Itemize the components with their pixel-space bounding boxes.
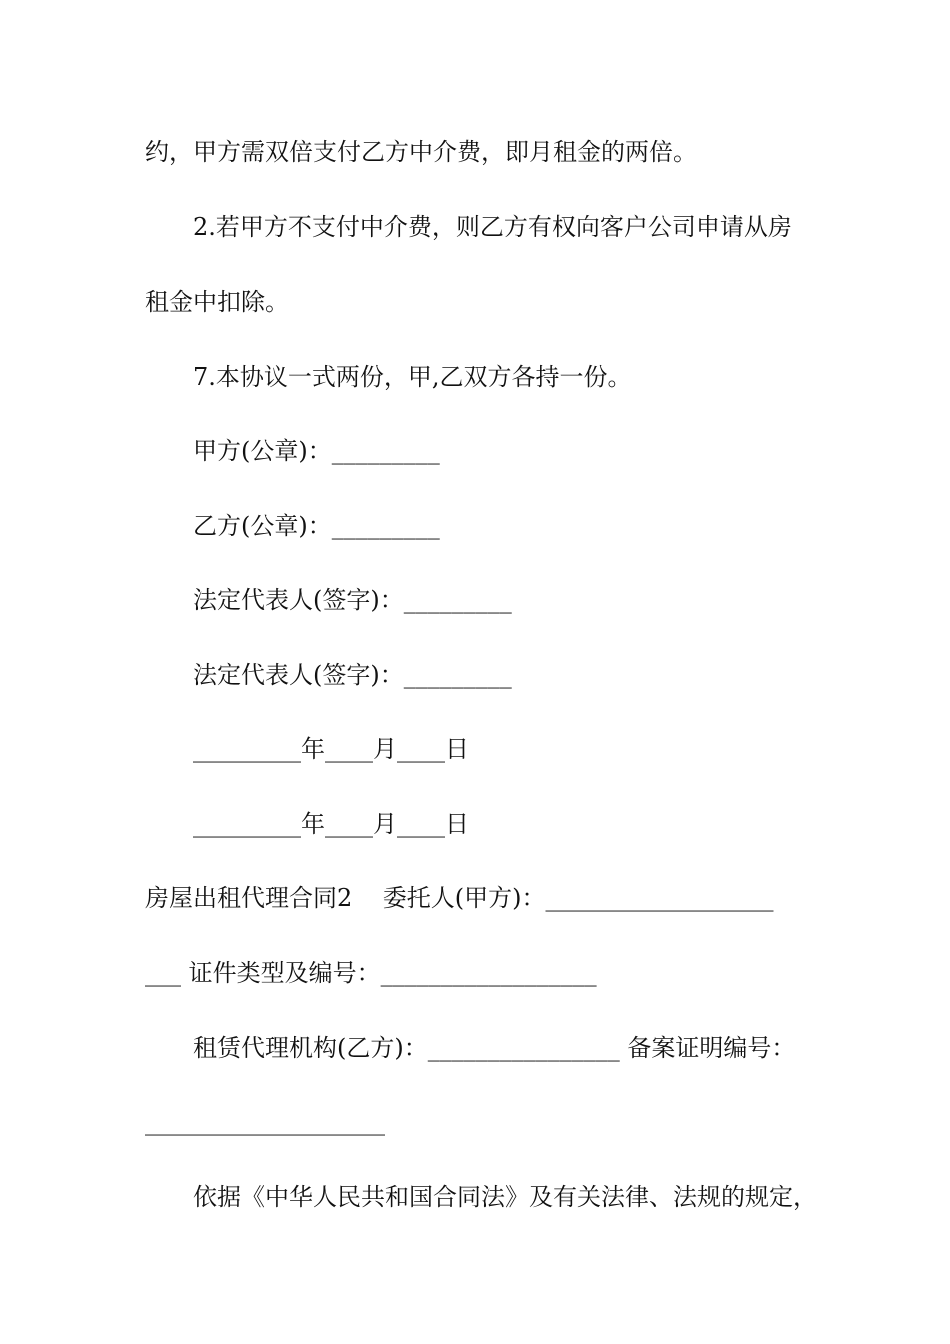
id-type-line: ___ 证件类型及编号：__________________ — [145, 959, 597, 987]
contract-title-line: 房屋出租代理合同2 委托人(甲方)：___________________ — [145, 884, 774, 912]
legal-rep-signature-line-1: 法定代表人(签字)：_________ — [193, 586, 512, 614]
agency-line: 租赁代理机构(乙方)：________________ 备案证明编号： — [193, 1034, 796, 1062]
legal-rep-signature-line-2: 法定代表人(签字)：_________ — [193, 661, 512, 689]
text-line-2: 2.若甲方不支付中介费，则乙方有权向客户公司申请从房 — [193, 213, 792, 241]
filing-number-blank-line: ____________________ — [145, 1108, 385, 1136]
party-b-seal-line: 乙方(公章)：_________ — [193, 512, 440, 540]
date-line-1: _________年____月____日 — [193, 735, 469, 763]
date-line-2: _________年____月____日 — [193, 810, 469, 838]
text-line-3: 租金中扣除。 — [145, 288, 289, 316]
text-line-4: 7.本协议一式两份，甲,乙双方各持一份。 — [193, 363, 632, 391]
text-line-1: 约，甲方需双倍支付乙方中介费，即月租金的两倍。 — [145, 138, 697, 166]
party-a-seal-line: 甲方(公章)：_________ — [193, 437, 440, 465]
legal-basis-line: 依据《中华人民共和国合同法》及有关法律、法规的规定， — [193, 1183, 817, 1211]
